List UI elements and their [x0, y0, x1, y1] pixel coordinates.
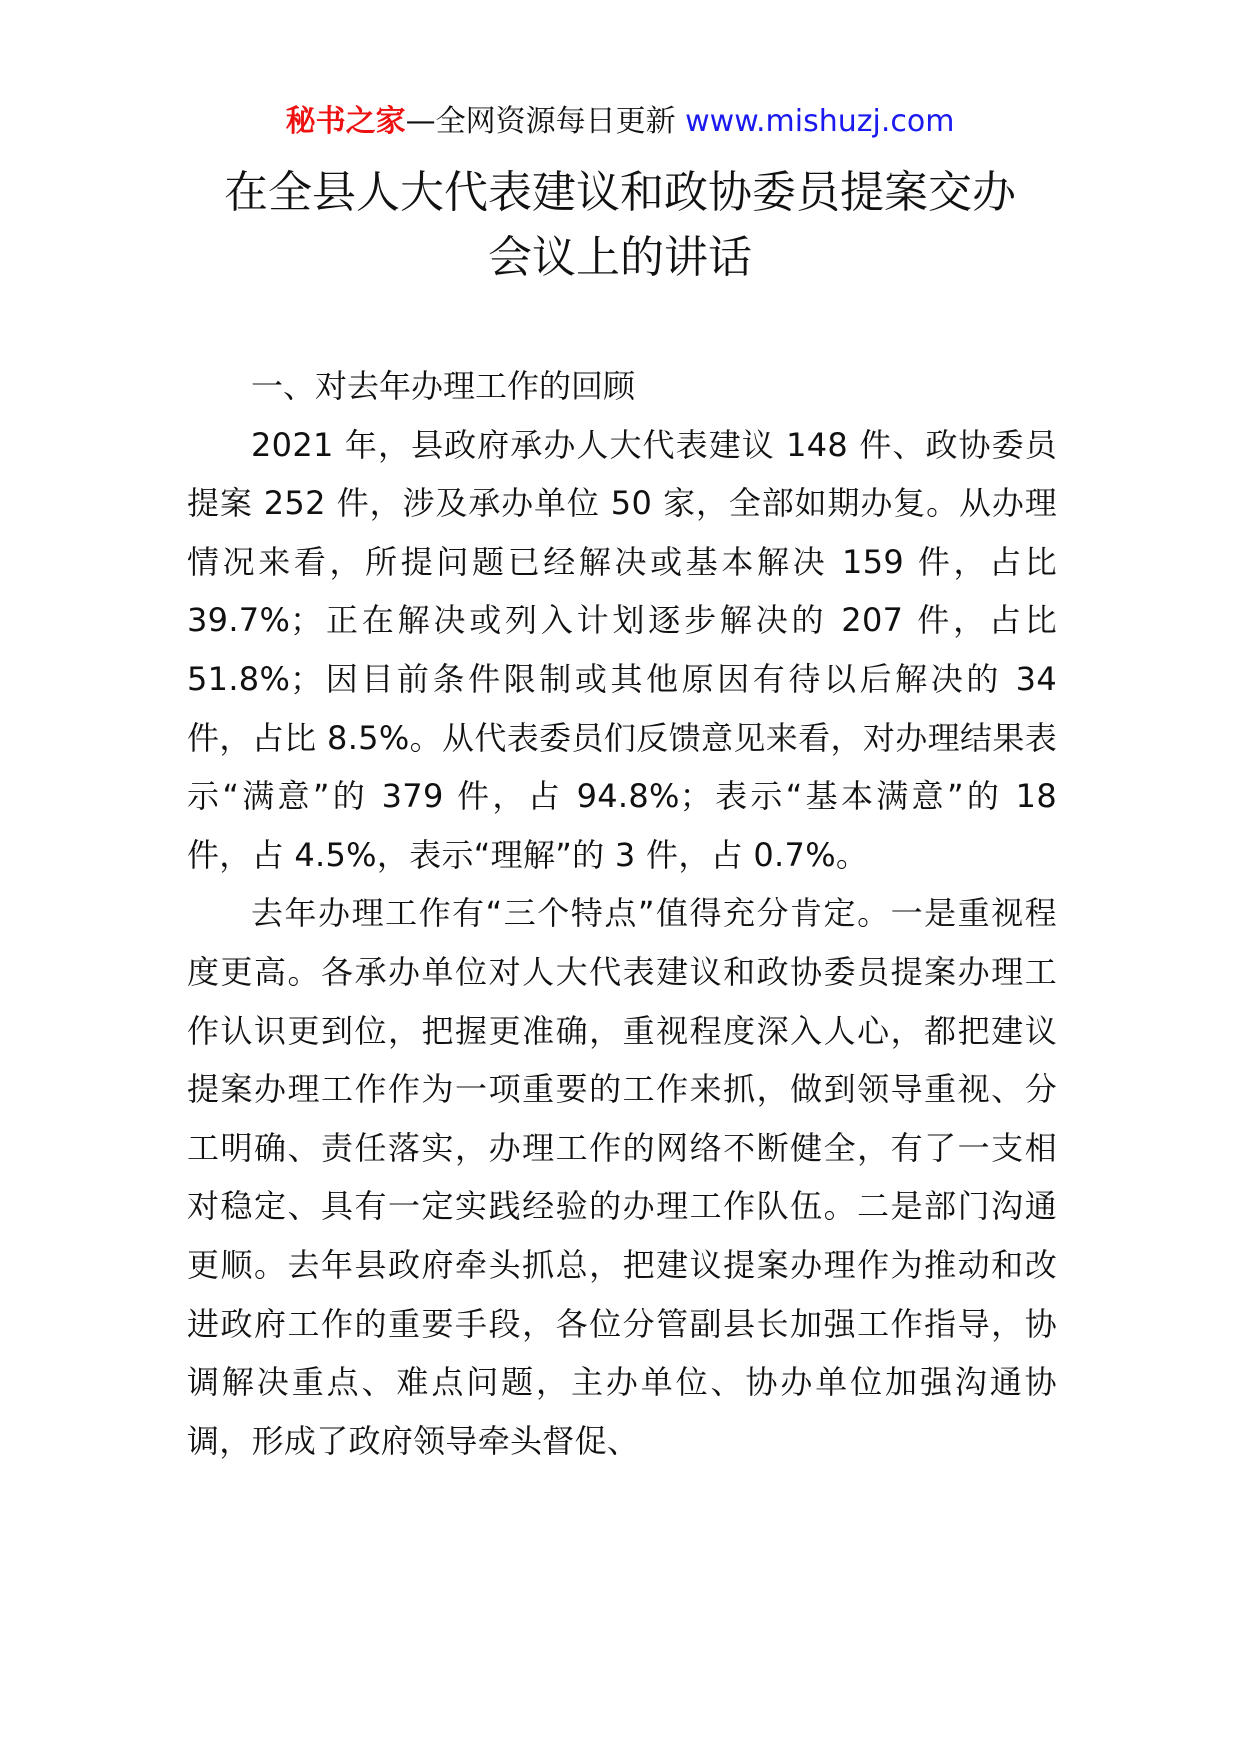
site-brand: 秘书之家 — [285, 104, 406, 139]
document-body — [187, 357, 1057, 1470]
body-paragraph-2: 去年办理工作有“三个特点”值得充分肯定。一是重视程度更高。各承办单位对人大代表建议和政协委员提案办理工作认识更到位，把握更准确，重视程度深入人心，都把建议提案办理工作作为一项重要的工作来抓，做到领导重视、分工明确、责任落实，办理工作的网络不断健全，有了一支相对稳定、具有一定实践经验的办理工作队伍。二是部门沟通更顺。去年县政府牵头抓总，把建议提案办理作为推动和改进政府工作的重要手段，各位分管副县长加强工作指导，协调解决重点、难点问题，主办单位、协办单位加强沟通协调，形成了政府领导牵头督促、 — [187, 894, 1057, 1460]
site-header — [0, 100, 1240, 144]
document-title-line-2: 会议上的讲话 — [488, 232, 752, 283]
document-title-line-1: 在全县人大代表建议和政协委员提案交办 — [224, 167, 1016, 218]
section-heading: 一、对去年办理工作的回顾 — [251, 367, 636, 405]
site-tagline: —全网资源每日更新 — [405, 104, 676, 139]
body-paragraph-1: 2021 年，县政府承办人大代表建议 148 件、政协委员提案 252 件，涉及承办单位 50 家，全部如期办复。从办理情况来看，所提问题已经解决或基本解决 159 件，占比 39.7%；正在解决或列入计划逐步解决的 207 件，占比 51.8%；因目前条件限制或其他原因有待以后解决的 34 件，占比 8.5%。从代表委员们反馈意见来看，对办理结果表示“满意”的 379 件，占 94.8%；表示“基本满意”的 18 件，占 4.5%，表示“理解”的 3 件，占 0.7%。 — [187, 425, 1057, 874]
site-url-link[interactable]: www.mishuzj.com — [685, 104, 955, 139]
document-title — [150, 160, 1090, 290]
